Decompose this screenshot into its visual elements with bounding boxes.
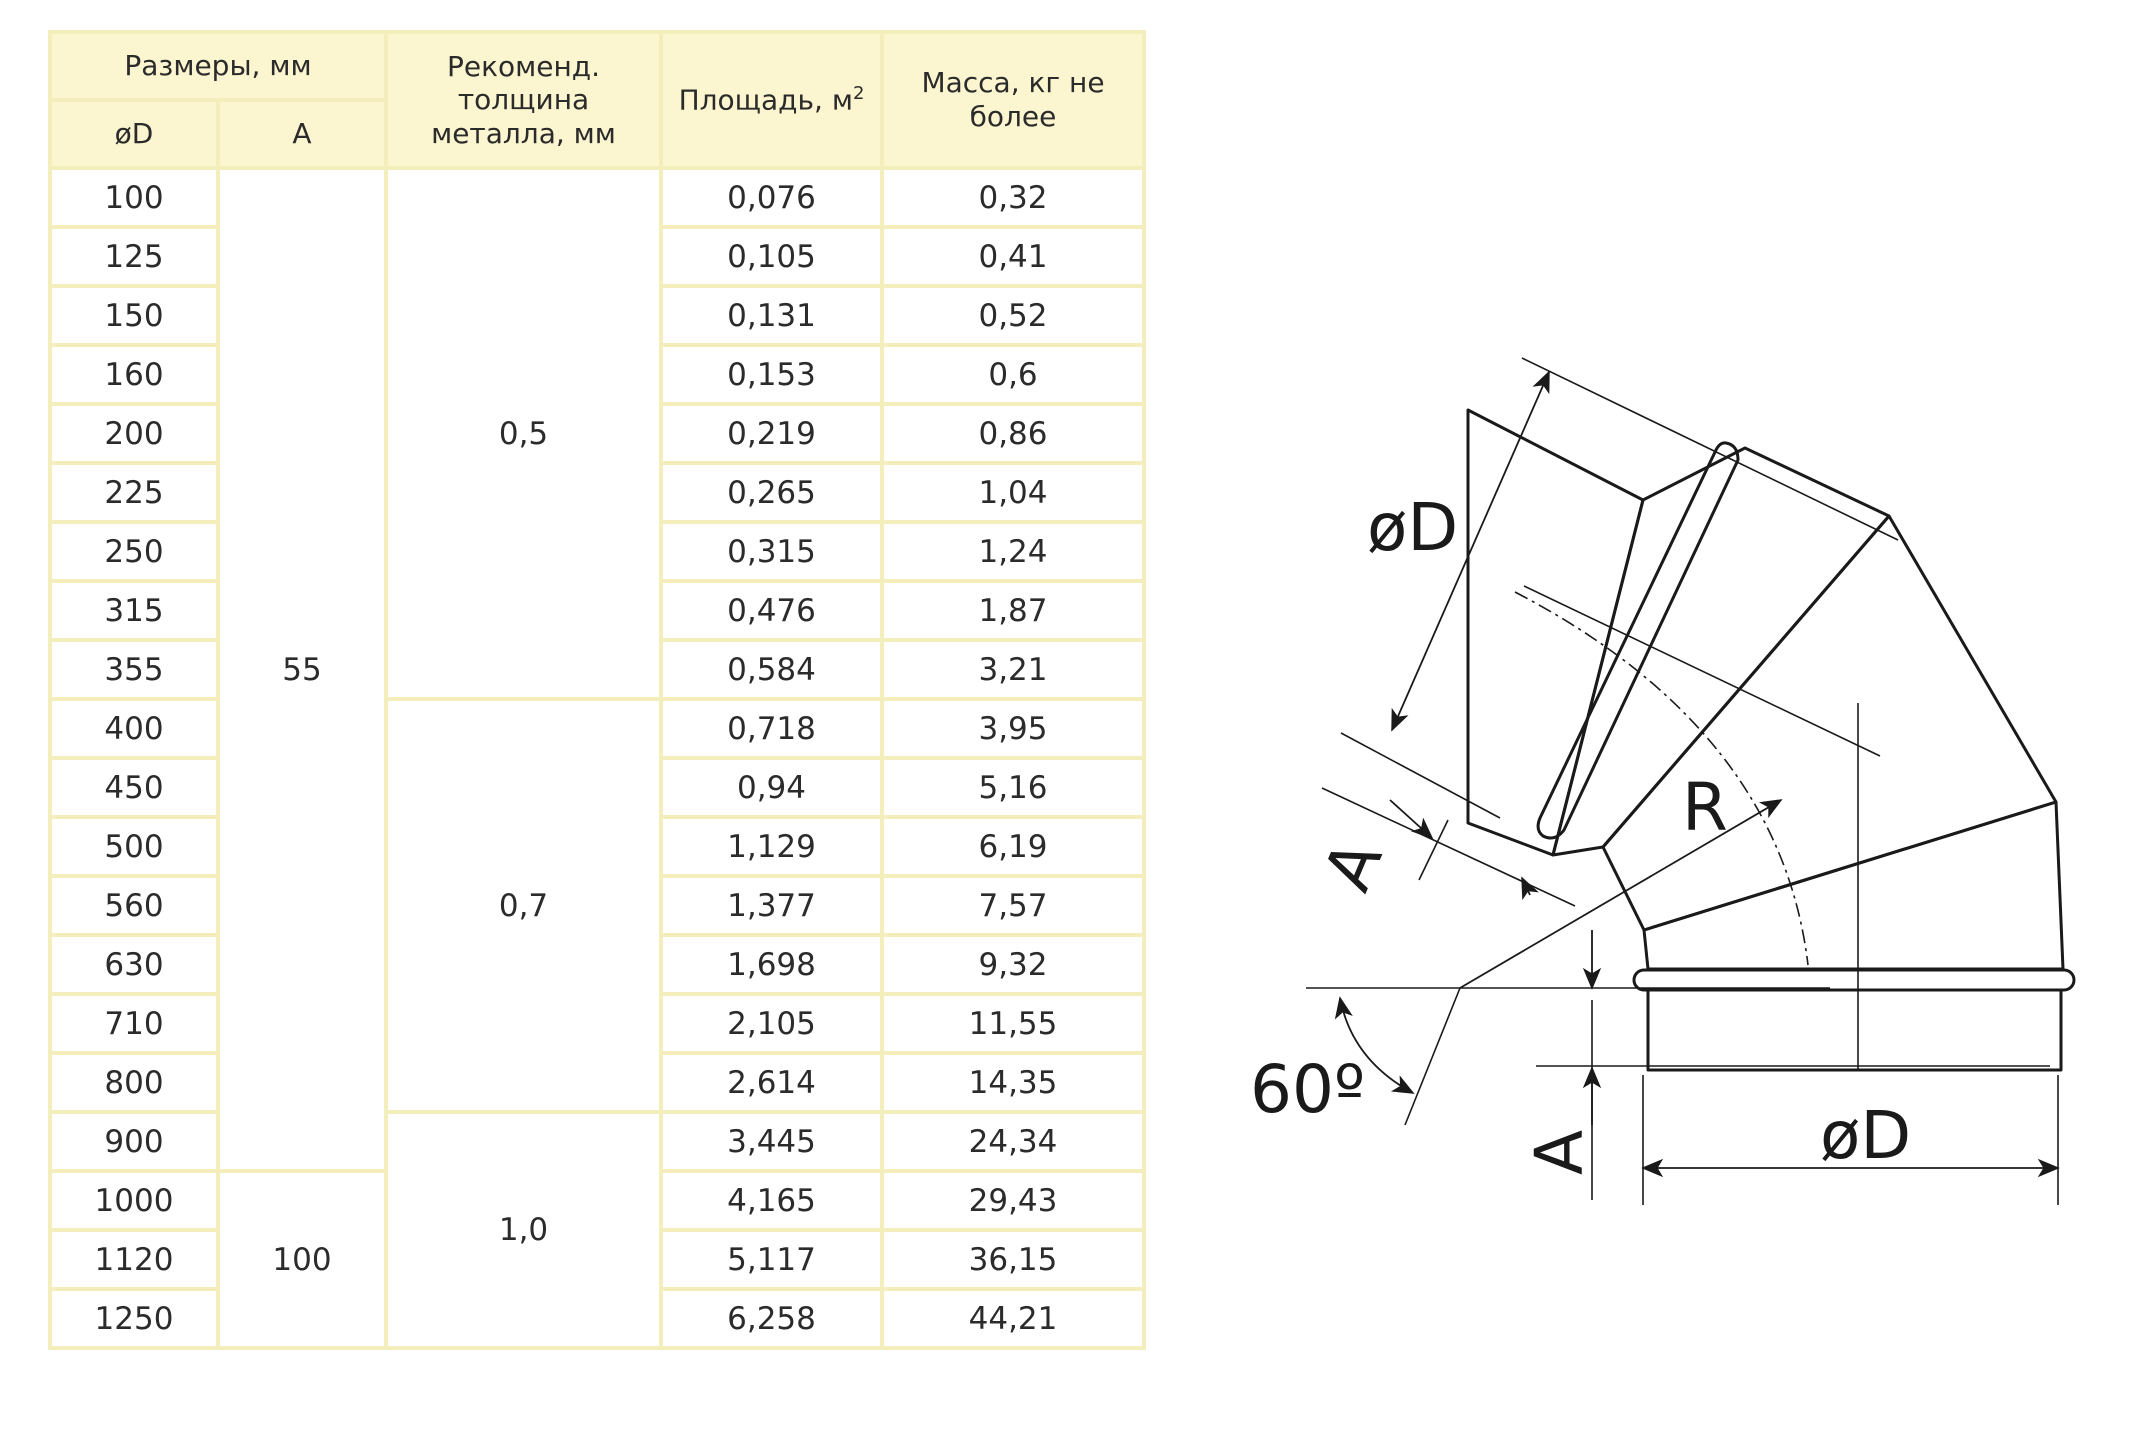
cell-area: 0,476 xyxy=(661,581,882,640)
cell-thickness: 0,5 xyxy=(386,168,661,699)
cell-mass: 24,34 xyxy=(882,1112,1144,1171)
cell-area: 3,445 xyxy=(661,1112,882,1171)
cell-area: 0,315 xyxy=(661,522,882,581)
cell-mass: 1,87 xyxy=(882,581,1144,640)
cell-area: 2,614 xyxy=(661,1053,882,1112)
cell-area: 6,258 xyxy=(661,1289,882,1348)
cell-diameter: 125 xyxy=(50,227,218,286)
cell-mass: 1,24 xyxy=(882,522,1144,581)
label-diameter-top: øD xyxy=(1367,489,1459,566)
arrow-a-top-2 xyxy=(1522,878,1530,895)
cell-area: 0,131 xyxy=(661,286,882,345)
cell-area: 0,076 xyxy=(661,168,882,227)
elbow-outline xyxy=(1468,410,2074,1070)
header-mass: Масса, кг не более xyxy=(882,32,1144,168)
cell-mass: 6,19 xyxy=(882,817,1144,876)
segment-2 xyxy=(1603,516,2056,930)
cell-diameter: 710 xyxy=(50,994,218,1053)
cell-area: 4,165 xyxy=(661,1171,882,1230)
cell-diameter: 560 xyxy=(50,876,218,935)
cell-diameter: 1120 xyxy=(50,1230,218,1289)
cell-mass: 0,6 xyxy=(882,345,1144,404)
cell-diameter: 250 xyxy=(50,522,218,581)
cell-area: 0,94 xyxy=(661,758,882,817)
cell-area: 0,265 xyxy=(661,463,882,522)
cell-area: 1,377 xyxy=(661,876,882,935)
header-thickness: Рекоменд. толщина металла, мм xyxy=(386,32,661,168)
cell-diameter: 150 xyxy=(50,286,218,345)
header-area-exponent: 2 xyxy=(852,83,865,105)
label-a-top: A xyxy=(1308,829,1398,902)
cell-mass: 7,57 xyxy=(882,876,1144,935)
cell-area: 0,718 xyxy=(661,699,882,758)
cell-diameter: 200 xyxy=(50,404,218,463)
cell-mass: 36,15 xyxy=(882,1230,1144,1289)
cell-mass: 1,04 xyxy=(882,463,1144,522)
cell-diameter: 400 xyxy=(50,699,218,758)
cell-mass: 5,16 xyxy=(882,758,1144,817)
cell-area: 0,219 xyxy=(661,404,882,463)
cell-area: 0,584 xyxy=(661,640,882,699)
cell-diameter: 1250 xyxy=(50,1289,218,1348)
label-radius: R xyxy=(1682,769,1728,846)
cell-diameter: 315 xyxy=(50,581,218,640)
label-angle: 60º xyxy=(1250,1051,1366,1128)
cell-mass: 11,55 xyxy=(882,994,1144,1053)
cell-mass: 0,52 xyxy=(882,286,1144,345)
cell-mass: 9,32 xyxy=(882,935,1144,994)
cell-mass: 0,86 xyxy=(882,404,1144,463)
cell-diameter: 1000 xyxy=(50,1171,218,1230)
header-a: А xyxy=(218,100,386,168)
cell-diameter: 225 xyxy=(50,463,218,522)
cell-mass: 0,41 xyxy=(882,227,1144,286)
cell-diameter: 100 xyxy=(50,168,218,227)
cell-thickness: 1,0 xyxy=(386,1112,661,1348)
cell-diameter: 355 xyxy=(50,640,218,699)
header-sizes: Размеры, мм xyxy=(50,32,386,100)
cell-thickness: 0,7 xyxy=(386,699,661,1112)
bottom-ring xyxy=(1634,970,2074,990)
cell-diameter: 450 xyxy=(50,758,218,817)
header-area-label: Площадь, м xyxy=(678,83,853,117)
cell-a: 100 xyxy=(218,1171,386,1348)
cell-diameter: 160 xyxy=(50,345,218,404)
arrow-a-top-1 xyxy=(1390,800,1432,838)
cell-area: 2,105 xyxy=(661,994,882,1053)
cell-diameter: 630 xyxy=(50,935,218,994)
cell-area: 1,698 xyxy=(661,935,882,994)
cell-mass: 44,21 xyxy=(882,1289,1144,1348)
outlet-pipe xyxy=(1648,990,2061,1070)
label-diameter-bottom: øD xyxy=(1820,1097,1912,1174)
cell-area: 1,129 xyxy=(661,817,882,876)
cell-mass: 14,35 xyxy=(882,1053,1144,1112)
label-a-bottom: A xyxy=(1521,1129,1598,1175)
cell-mass: 29,43 xyxy=(882,1171,1144,1230)
cell-a: 55 xyxy=(218,168,386,1171)
cell-diameter: 900 xyxy=(50,1112,218,1171)
cell-mass: 0,32 xyxy=(882,168,1144,227)
cell-diameter: 500 xyxy=(50,817,218,876)
cell-area: 5,117 xyxy=(661,1230,882,1289)
header-diameter: øD xyxy=(50,100,218,168)
cell-area: 0,153 xyxy=(661,345,882,404)
cell-mass: 3,21 xyxy=(882,640,1144,699)
cell-mass: 3,95 xyxy=(882,699,1144,758)
cell-area: 0,105 xyxy=(661,227,882,286)
cell-diameter: 800 xyxy=(50,1053,218,1112)
